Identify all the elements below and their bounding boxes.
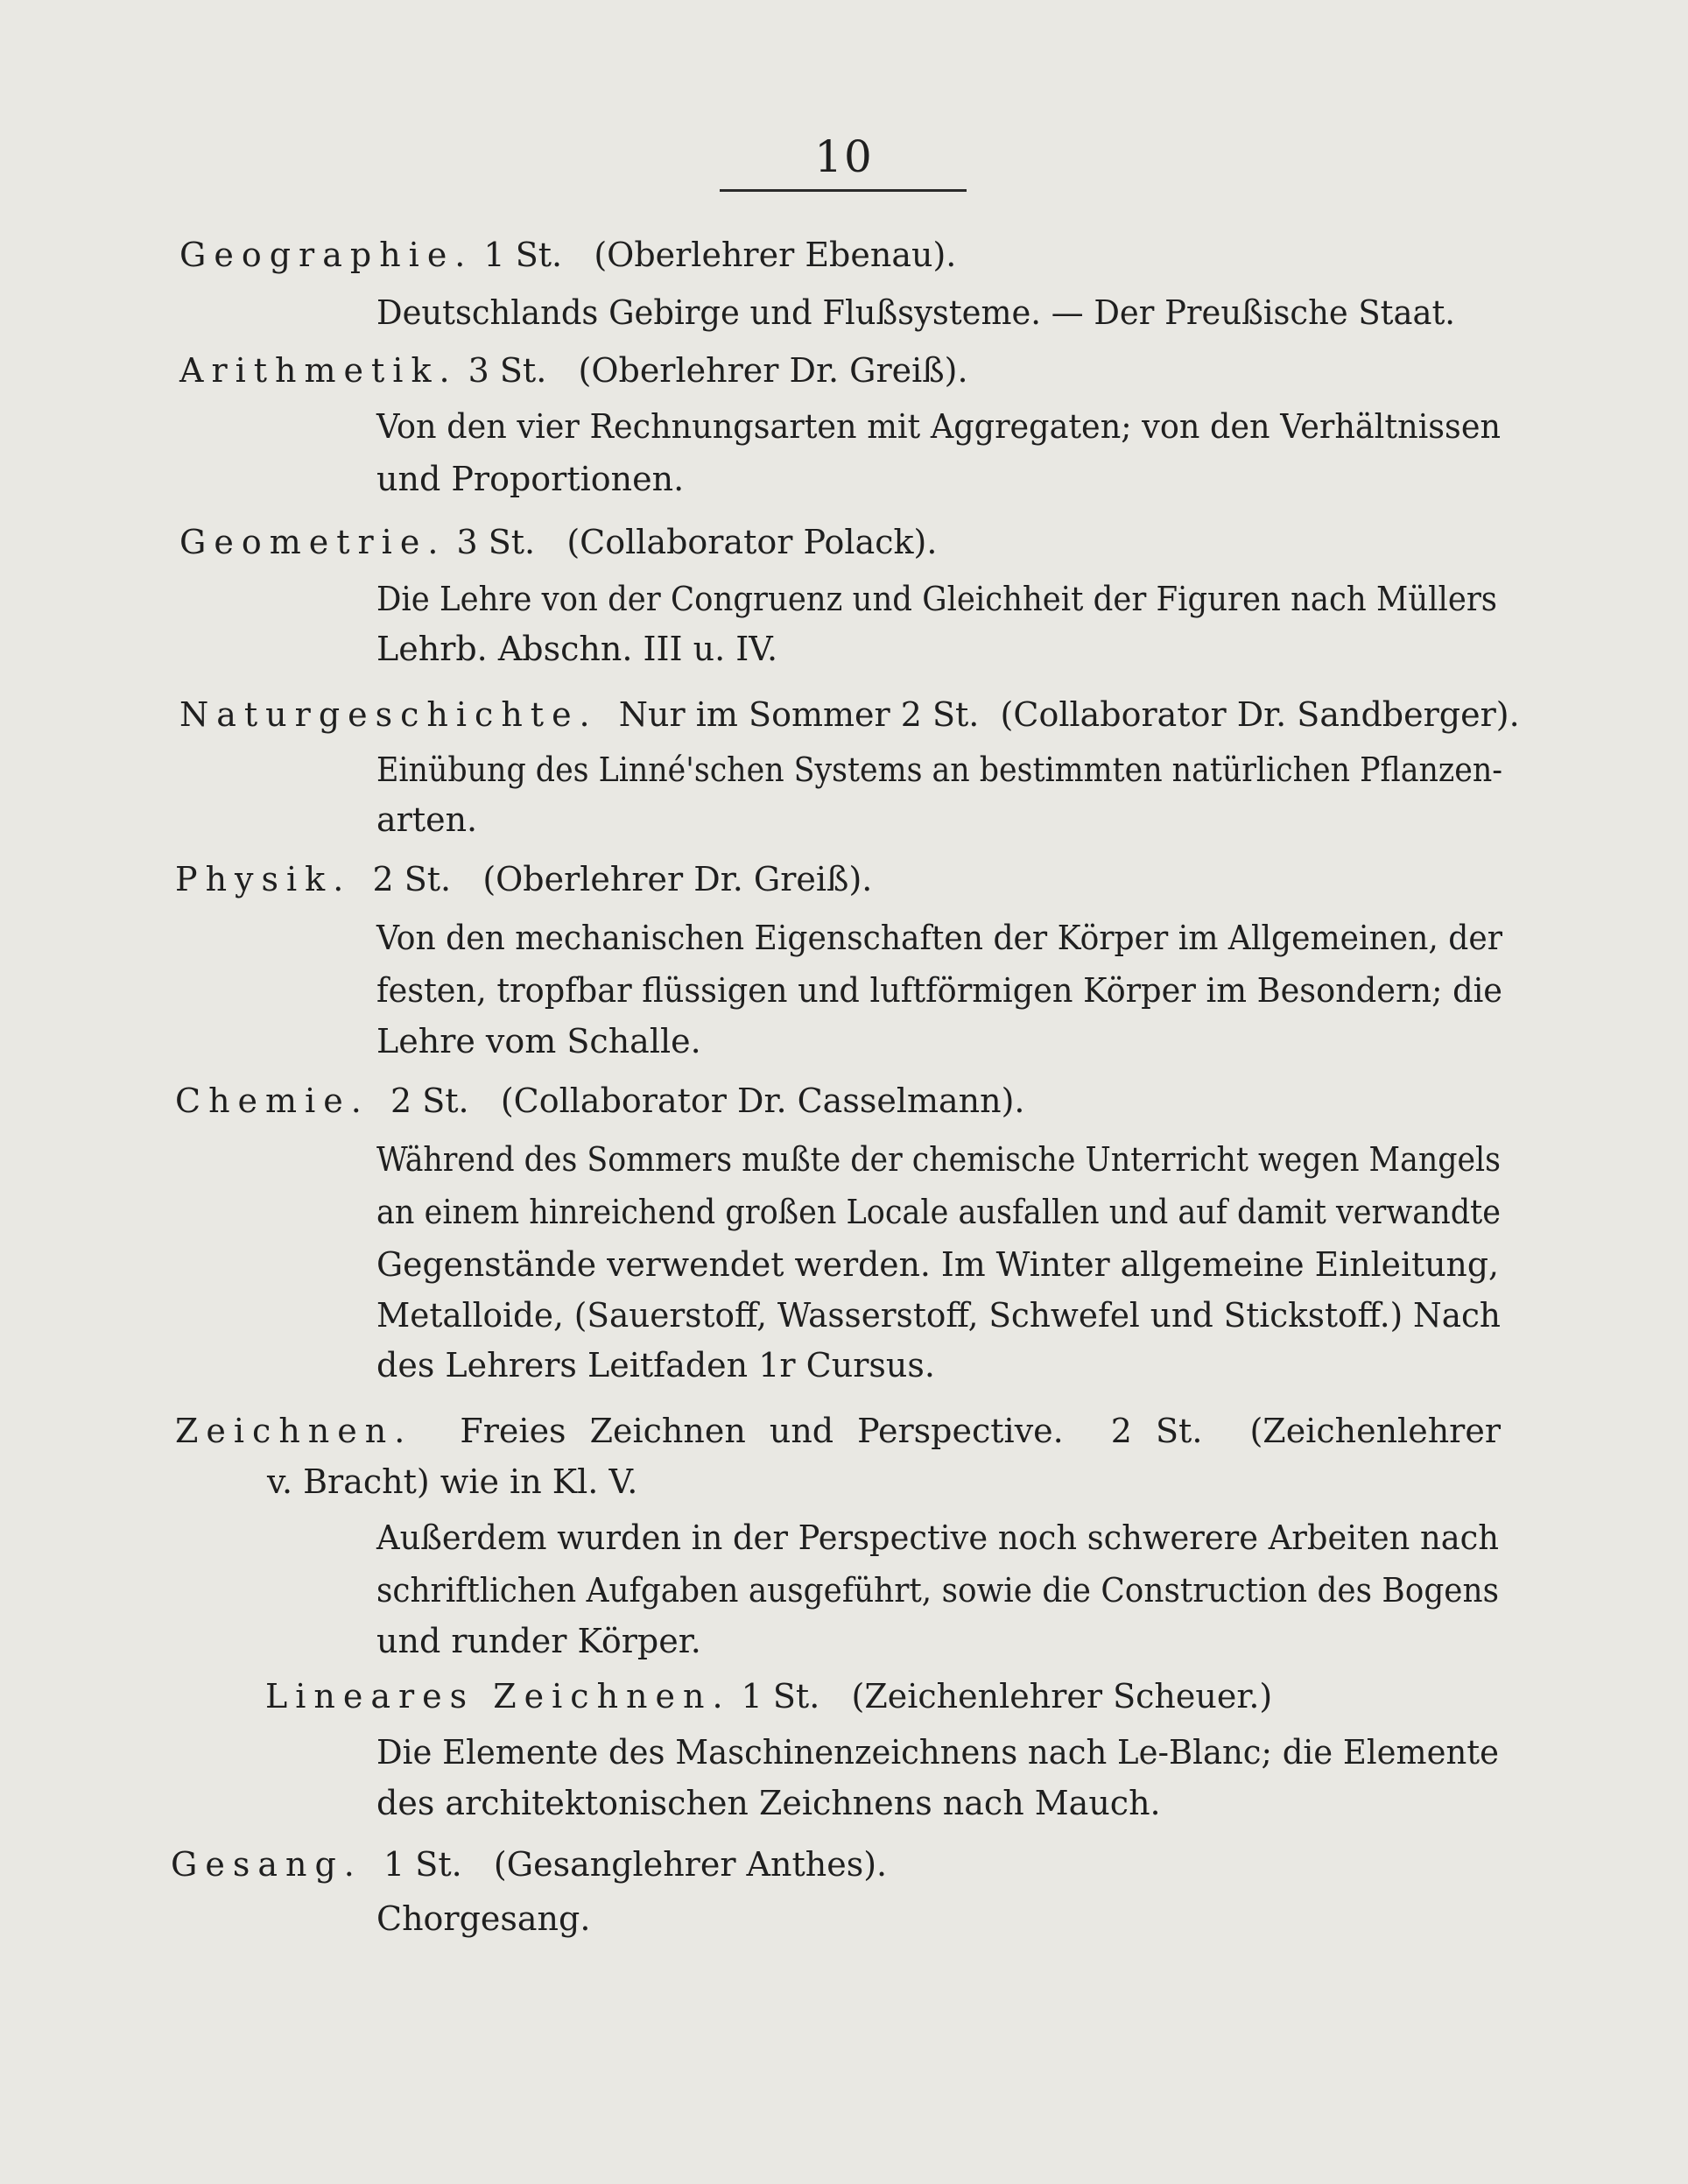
- line-content: [376, 1733, 1499, 1772]
- line-text: Lehre vom Schalle.: [376, 1022, 701, 1060]
- line-content: [376, 407, 1501, 446]
- line-content: [376, 750, 1502, 789]
- section-heading-line: [179, 236, 957, 274]
- line-content: [175, 1414, 1501, 1448]
- text-line: [376, 1733, 1530, 1772]
- text-line: [376, 1518, 1535, 1557]
- line-content: [376, 1346, 935, 1384]
- section-heading-line: [175, 860, 873, 898]
- line-text: Gegenstände verwendet werden. Im Winter allgemeine Einleitung,: [376, 1245, 1499, 1284]
- line-content: [175, 860, 873, 898]
- line-text: arten.: [376, 800, 478, 839]
- text-line: [267, 1462, 638, 1501]
- text-line: [376, 1245, 1507, 1284]
- line-text: Von den vier Rechnungsarten mit Aggregaten; von den Verhältnissen: [376, 407, 1501, 446]
- subject-heading: Geographie.: [179, 236, 474, 274]
- subject-details: 1 St. (Gesanglehrer Anthes).: [362, 1845, 888, 1884]
- text-line: [376, 800, 478, 839]
- line-content: [179, 695, 1520, 734]
- line-content: [376, 1245, 1499, 1284]
- line-content: [376, 1022, 701, 1060]
- subject-heading: Zeichnen.: [175, 1412, 413, 1450]
- text-line: [376, 293, 1488, 332]
- line-text: schriftlichen Aufgaben ausgeführt, sowie die Construction des Bogens: [376, 1571, 1499, 1610]
- subject-details: 2 St. (Oberlehrer Dr. Greiß).: [351, 860, 873, 898]
- section-heading-line: [179, 351, 968, 390]
- text-line: [376, 971, 1544, 1010]
- subject-heading: Physik.: [175, 860, 352, 898]
- line-content: [376, 632, 777, 666]
- subject-details: Freies Zeichnen und Perspective. 2 St. (Zeichenlehrer: [412, 1412, 1501, 1450]
- line-text: Die Lehre von der Congruenz und Gleichheit der Figuren nach Müllers: [376, 580, 1497, 618]
- subject-heading: Lineares Zeichnen.: [265, 1677, 731, 1715]
- line-content: [376, 293, 1455, 332]
- line-content: [376, 1624, 701, 1658]
- page-number: 10: [814, 131, 874, 182]
- line-text: Chorgesang.: [376, 1899, 591, 1938]
- subject-details: 2 St. (Collaborator Dr. Casselmann).: [369, 1081, 1025, 1120]
- line-content: [376, 1140, 1501, 1179]
- line-text: v. Bracht) wie in Kl. V.: [267, 1462, 638, 1501]
- line-text: des architektonischen Zeichnens nach Mauch.: [376, 1784, 1161, 1822]
- line-content: [376, 921, 1502, 955]
- text-line: [376, 632, 777, 666]
- line-content: [267, 1462, 638, 1501]
- line-content: [175, 1081, 1025, 1120]
- line-text: des Lehrers Leitfaden 1r Cursus.: [376, 1346, 935, 1384]
- line-content: [376, 971, 1502, 1010]
- section-heading-line: [179, 525, 937, 559]
- line-content: [376, 1518, 1499, 1557]
- subject-heading: Naturgeschichte.: [179, 695, 598, 734]
- text-line: [376, 1786, 1161, 1820]
- text-line: [376, 921, 1563, 955]
- line-content: [376, 462, 684, 496]
- line-content: [179, 351, 968, 390]
- text-line: [376, 1899, 591, 1938]
- text-line: [376, 1346, 935, 1384]
- subject-details: Nur im Sommer 2 St. (Collaborator Dr. Sandberger).: [597, 695, 1520, 734]
- subject-details: 1 St. (Zeichenlehrer Scheuer.): [730, 1677, 1273, 1715]
- section-heading-line: [171, 1845, 888, 1884]
- line-content: [376, 1899, 591, 1938]
- text-line: [376, 1296, 1520, 1335]
- subject-details: 3 St. (Collaborator Polack).: [446, 523, 938, 561]
- line-content: [376, 1571, 1499, 1610]
- line-text: Lehrb. Abschn. III u. IV.: [376, 630, 778, 668]
- text-line: [376, 1571, 1566, 1610]
- text-line: [376, 582, 1578, 616]
- line-content: [179, 525, 937, 559]
- line-content: [265, 1677, 1273, 1715]
- line-text: und runder Körper.: [376, 1622, 701, 1660]
- line-content: [376, 1195, 1501, 1229]
- text-line: [376, 1140, 1606, 1179]
- line-content: [179, 236, 957, 274]
- line-text: Von den mechanischen Eigenschaften der Körper im Allgemeinen, der: [376, 919, 1502, 957]
- text-line: [376, 1624, 701, 1658]
- header-rule: [720, 189, 967, 192]
- subject-heading: Chemie.: [175, 1081, 369, 1120]
- line-text: und Proportionen.: [376, 460, 685, 498]
- line-content: [376, 1296, 1501, 1335]
- text-line: [376, 407, 1545, 446]
- subject-heading: Gesang.: [171, 1845, 362, 1884]
- line-content: [376, 582, 1497, 616]
- section-heading-line: [175, 1414, 1501, 1448]
- line-text: Deutschlands Gebirge und Flußsysteme. — Der Preußische Staat.: [376, 293, 1455, 332]
- text-line: [376, 750, 1606, 789]
- line-text: festen, tropfbar flüssigen und luftförmigen Körper im Besondern; die: [376, 971, 1502, 1010]
- line-content: [171, 1845, 888, 1884]
- section-heading-line: [179, 695, 1520, 734]
- text-line: [376, 1022, 701, 1060]
- line-text: Einübung des Linné'schen Systems an bestimmten natürlichen Pflanzen-: [376, 750, 1502, 789]
- subject-heading: Geometrie.: [179, 523, 447, 561]
- line-text: Die Elemente des Maschinenzeichnens nach Le-Blanc; die Elemente: [376, 1733, 1499, 1772]
- subject-details: 3 St. (Oberlehrer Dr. Greiß).: [457, 351, 968, 390]
- text-line: [376, 462, 684, 496]
- line-text: Außerdem wurden in der Perspective noch schwerere Arbeiten nach: [376, 1518, 1499, 1557]
- text-line: [376, 1195, 1595, 1229]
- line-text: an einem hinreichend großen Locale ausfallen und auf damit verwandte: [376, 1193, 1501, 1231]
- section-heading-line: [265, 1677, 1273, 1715]
- line-text: Metalloide, (Sauerstoff, Wasserstoff, Schwefel und Stickstoff.) Nach: [376, 1296, 1501, 1335]
- subject-heading: Arithmetik.: [179, 351, 458, 390]
- line-content: [376, 1786, 1161, 1820]
- line-text: Während des Sommers mußte der chemische Unterricht wegen Mangels: [376, 1140, 1501, 1179]
- subject-details: 1 St. (Oberlehrer Ebenau).: [473, 236, 957, 274]
- line-content: [376, 800, 478, 839]
- section-heading-line: [175, 1081, 1025, 1120]
